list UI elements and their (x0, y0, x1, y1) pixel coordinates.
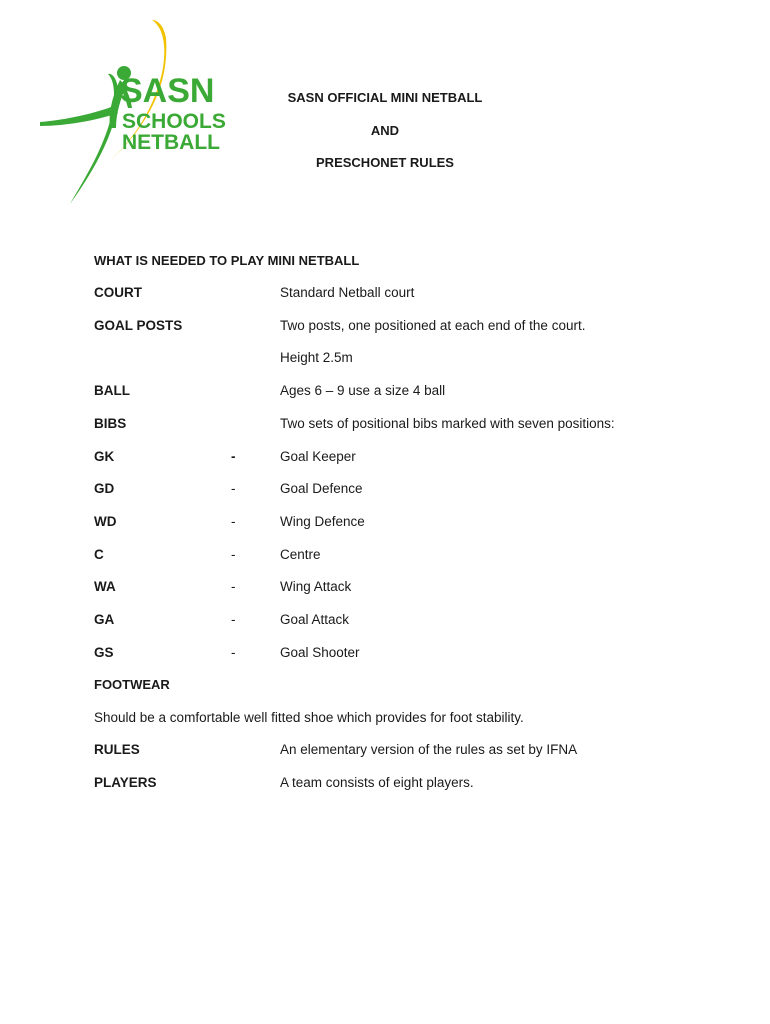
position-code: WD (94, 514, 117, 529)
position-code: C (94, 547, 104, 562)
title-line-2: AND (370, 123, 400, 138)
rules-label: RULES (94, 742, 140, 757)
item-label: COURT (94, 285, 142, 300)
item-row (0, 285, 770, 303)
position-row (0, 449, 770, 467)
sasn-schools-netball-logo (36, 18, 236, 208)
players-label: PLAYERS (94, 775, 157, 790)
item-label: BIBS (94, 416, 127, 431)
section-heading: WHAT IS NEEDED TO PLAY MINI NETBALL (94, 253, 360, 268)
position-name: Goal Shooter (280, 645, 360, 660)
footwear-label: FOOTWEAR (94, 677, 170, 692)
position-code: GK (94, 449, 115, 464)
position-name: Centre (280, 547, 321, 562)
position-name: Wing Attack (280, 579, 352, 594)
item-value: Height 2.5m (280, 350, 353, 365)
position-row (0, 547, 770, 565)
title-line-1: SASN OFFICIAL MINI NETBALL (287, 90, 483, 105)
position-name: Wing Defence (280, 514, 365, 529)
logo-line-2: SCHOOLS (122, 110, 226, 133)
position-name: Goal Defence (280, 481, 363, 496)
players-row (0, 775, 770, 793)
rules-row (0, 742, 770, 760)
item-label: BALL (94, 383, 130, 398)
item-row (0, 383, 770, 401)
position-dash: - (231, 449, 236, 464)
logo-line-1: SASN (120, 72, 215, 110)
position-row (0, 514, 770, 532)
position-row (0, 579, 770, 597)
position-row (0, 645, 770, 663)
position-row (0, 481, 770, 499)
position-code: GS (94, 645, 114, 660)
position-name: Goal Attack (280, 612, 350, 627)
players-value: A team consists of eight players. (280, 775, 474, 790)
item-value: Ages 6 – 9 use a size 4 ball (280, 383, 446, 398)
position-dash: - (231, 645, 236, 660)
position-dash: - (231, 612, 236, 627)
item-value: Two sets of positional bibs marked with seven positions: (280, 416, 615, 431)
position-dash: - (231, 547, 236, 562)
footwear-text: Should be a comfortable well fitted shoe which provides for foot stability. (94, 710, 524, 725)
position-code: WA (94, 579, 116, 594)
item-row (0, 350, 770, 368)
position-name: Goal Keeper (280, 449, 356, 464)
position-dash: - (231, 514, 236, 529)
position-dash: - (231, 481, 236, 496)
item-value: Standard Netball court (280, 285, 415, 300)
position-code: GA (94, 612, 115, 627)
rules-value: An elementary version of the rules as set by IFNA (280, 742, 578, 757)
item-value: Two posts, one positioned at each end of the court. (280, 318, 586, 333)
position-row (0, 612, 770, 630)
item-row (0, 318, 770, 336)
item-row (0, 416, 770, 434)
position-code: GD (94, 481, 115, 496)
logo-line-3: NETBALL (122, 131, 220, 154)
title-line-3: PRESCHONET RULES (316, 155, 454, 170)
item-label: GOAL POSTS (94, 318, 183, 333)
position-dash: - (231, 579, 236, 594)
